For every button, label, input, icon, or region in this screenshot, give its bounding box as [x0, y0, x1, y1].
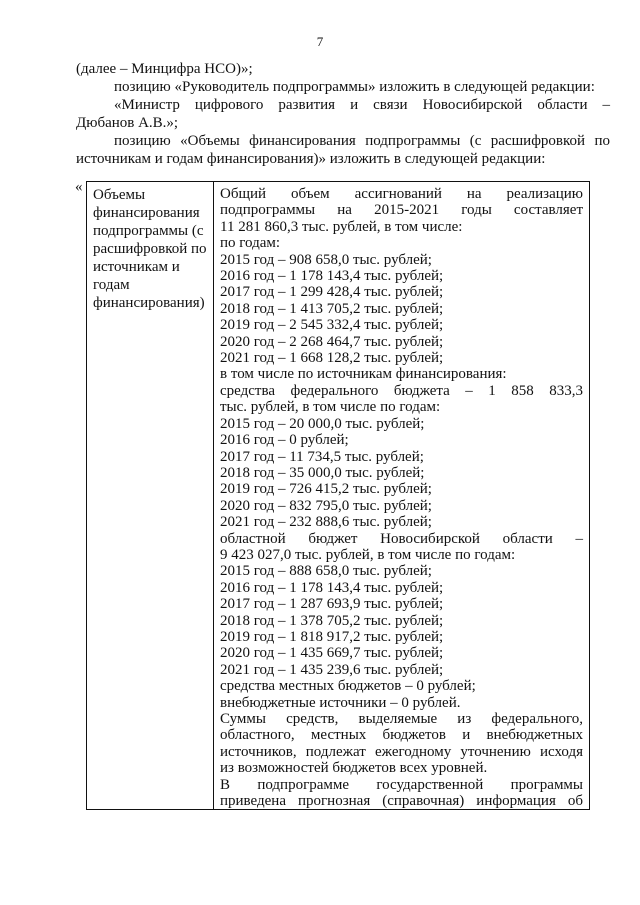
value-line: 2015 год – 908 658,0 тыс. рублей; — [220, 251, 432, 268]
value-line: 2016 год – 1 178 143,4 тыс. рублей; — [220, 579, 444, 596]
intro-line: источникам и годам финансирования)» изложить в следующей редакции: — [76, 151, 546, 167]
opening-quote-mark: « — [75, 179, 83, 195]
value-line: Общий объем ассигнований на реализацию — [220, 186, 583, 202]
value-line: 2021 год – 1 435 239,6 тыс. рублей; — [220, 661, 444, 678]
value-line: 2016 год – 0 рублей; — [220, 432, 349, 449]
value-line: 2018 год – 35 000,0 тыс. рублей; — [220, 464, 425, 481]
value-line: 2017 год – 1 299 428,4 тыс. рублей; — [220, 284, 444, 301]
value-line: 2020 год – 1 435 669,7 тыс. рублей; — [220, 645, 444, 662]
value-line: 2015 год – 20 000,0 тыс. рублей; — [220, 415, 425, 432]
value-line: 2017 год – 11 734,5 тыс. рублей; — [220, 448, 424, 465]
value-line: 2020 год – 2 268 464,7 тыс. рублей; — [220, 333, 444, 350]
intro-line: позицию «Объемы финансирования подпрограммы (с расшифровкой по — [114, 133, 610, 149]
value-line: внебюджетные источники – 0 рублей. — [220, 694, 461, 711]
value-line: 2015 год – 888 658,0 тыс. рублей; — [220, 563, 432, 580]
value-line: 2018 год – 1 413 705,2 тыс. рублей; — [220, 300, 444, 317]
financing-table — [86, 181, 590, 810]
value-line: 2021 год – 1 668 128,2 тыс. рублей; — [220, 350, 444, 367]
intro-line: (далее – Минцифра НСО)»; — [76, 61, 253, 77]
label-text: Объемы финансирования подпрограммы (с расшифровкой по источникам и годам финансирования) — [93, 187, 207, 311]
value-line: подпрограммы на 2015-2021 годы составляет — [220, 202, 583, 219]
value-line: из возможностей бюджетов всех уровней. — [220, 760, 488, 777]
intro-text — [76, 60, 610, 168]
value-line: по годам: — [220, 235, 281, 252]
value-cell — [214, 182, 590, 810]
page-number: 7 — [316, 34, 324, 49]
value-line: 11 281 860,3 тыс. рублей, в том числе: — [220, 218, 463, 235]
value-line: 2019 год – 2 545 332,4 тыс. рублей; — [220, 317, 444, 334]
value-line: 2016 год – 1 178 143,4 тыс. рублей; — [220, 268, 444, 285]
intro-line: «Министр цифрового развития и связи Новосибирской области – — [114, 97, 610, 113]
intro-line: Дюбанов А.В.»; — [76, 115, 179, 131]
value-line: 2019 год – 1 818 917,2 тыс. рублей; — [220, 628, 444, 645]
value-line: приведена прогнозная (справочная) информация об — [220, 793, 583, 810]
table-row — [87, 182, 590, 810]
value-line: 2019 год – 726 415,2 тыс. рублей; — [220, 481, 432, 498]
value-line: областного, местных бюджетов и внебюджетных — [220, 727, 583, 744]
value-line: в том числе по источникам финансирования: — [220, 366, 507, 383]
value-line: 2017 год – 1 287 693,9 тыс. рублей; — [220, 596, 444, 613]
value-line: областной бюджет Новосибирской области – — [220, 530, 583, 547]
value-line: 2021 год – 232 888,6 тыс. рублей; — [220, 514, 432, 531]
value-line: тыс. рублей, в том числе по годам: — [220, 399, 441, 416]
value-line: 2018 год – 1 378 705,2 тыс. рублей; — [220, 612, 444, 629]
value-line: средства местных бюджетов – 0 рублей; — [220, 678, 476, 695]
value-line: источников, подлежат ежегодному уточнению исходя — [220, 743, 583, 760]
intro-line: позицию «Руководитель подпрограммы» изложить в следующей редакции: — [114, 79, 595, 95]
value-line: В подпрограмме государственной программы — [220, 776, 583, 793]
value-line: средства федерального бюджета – 1 858 833,3 — [220, 382, 583, 399]
value-line: 2020 год – 832 795,0 тыс. рублей; — [220, 497, 432, 514]
value-line: 9 423 027,0 тыс. рублей, в том числе по годам: — [220, 546, 516, 563]
value-line: Суммы средств, выделяемые из федерального, — [220, 711, 583, 727]
label-cell — [87, 182, 214, 810]
